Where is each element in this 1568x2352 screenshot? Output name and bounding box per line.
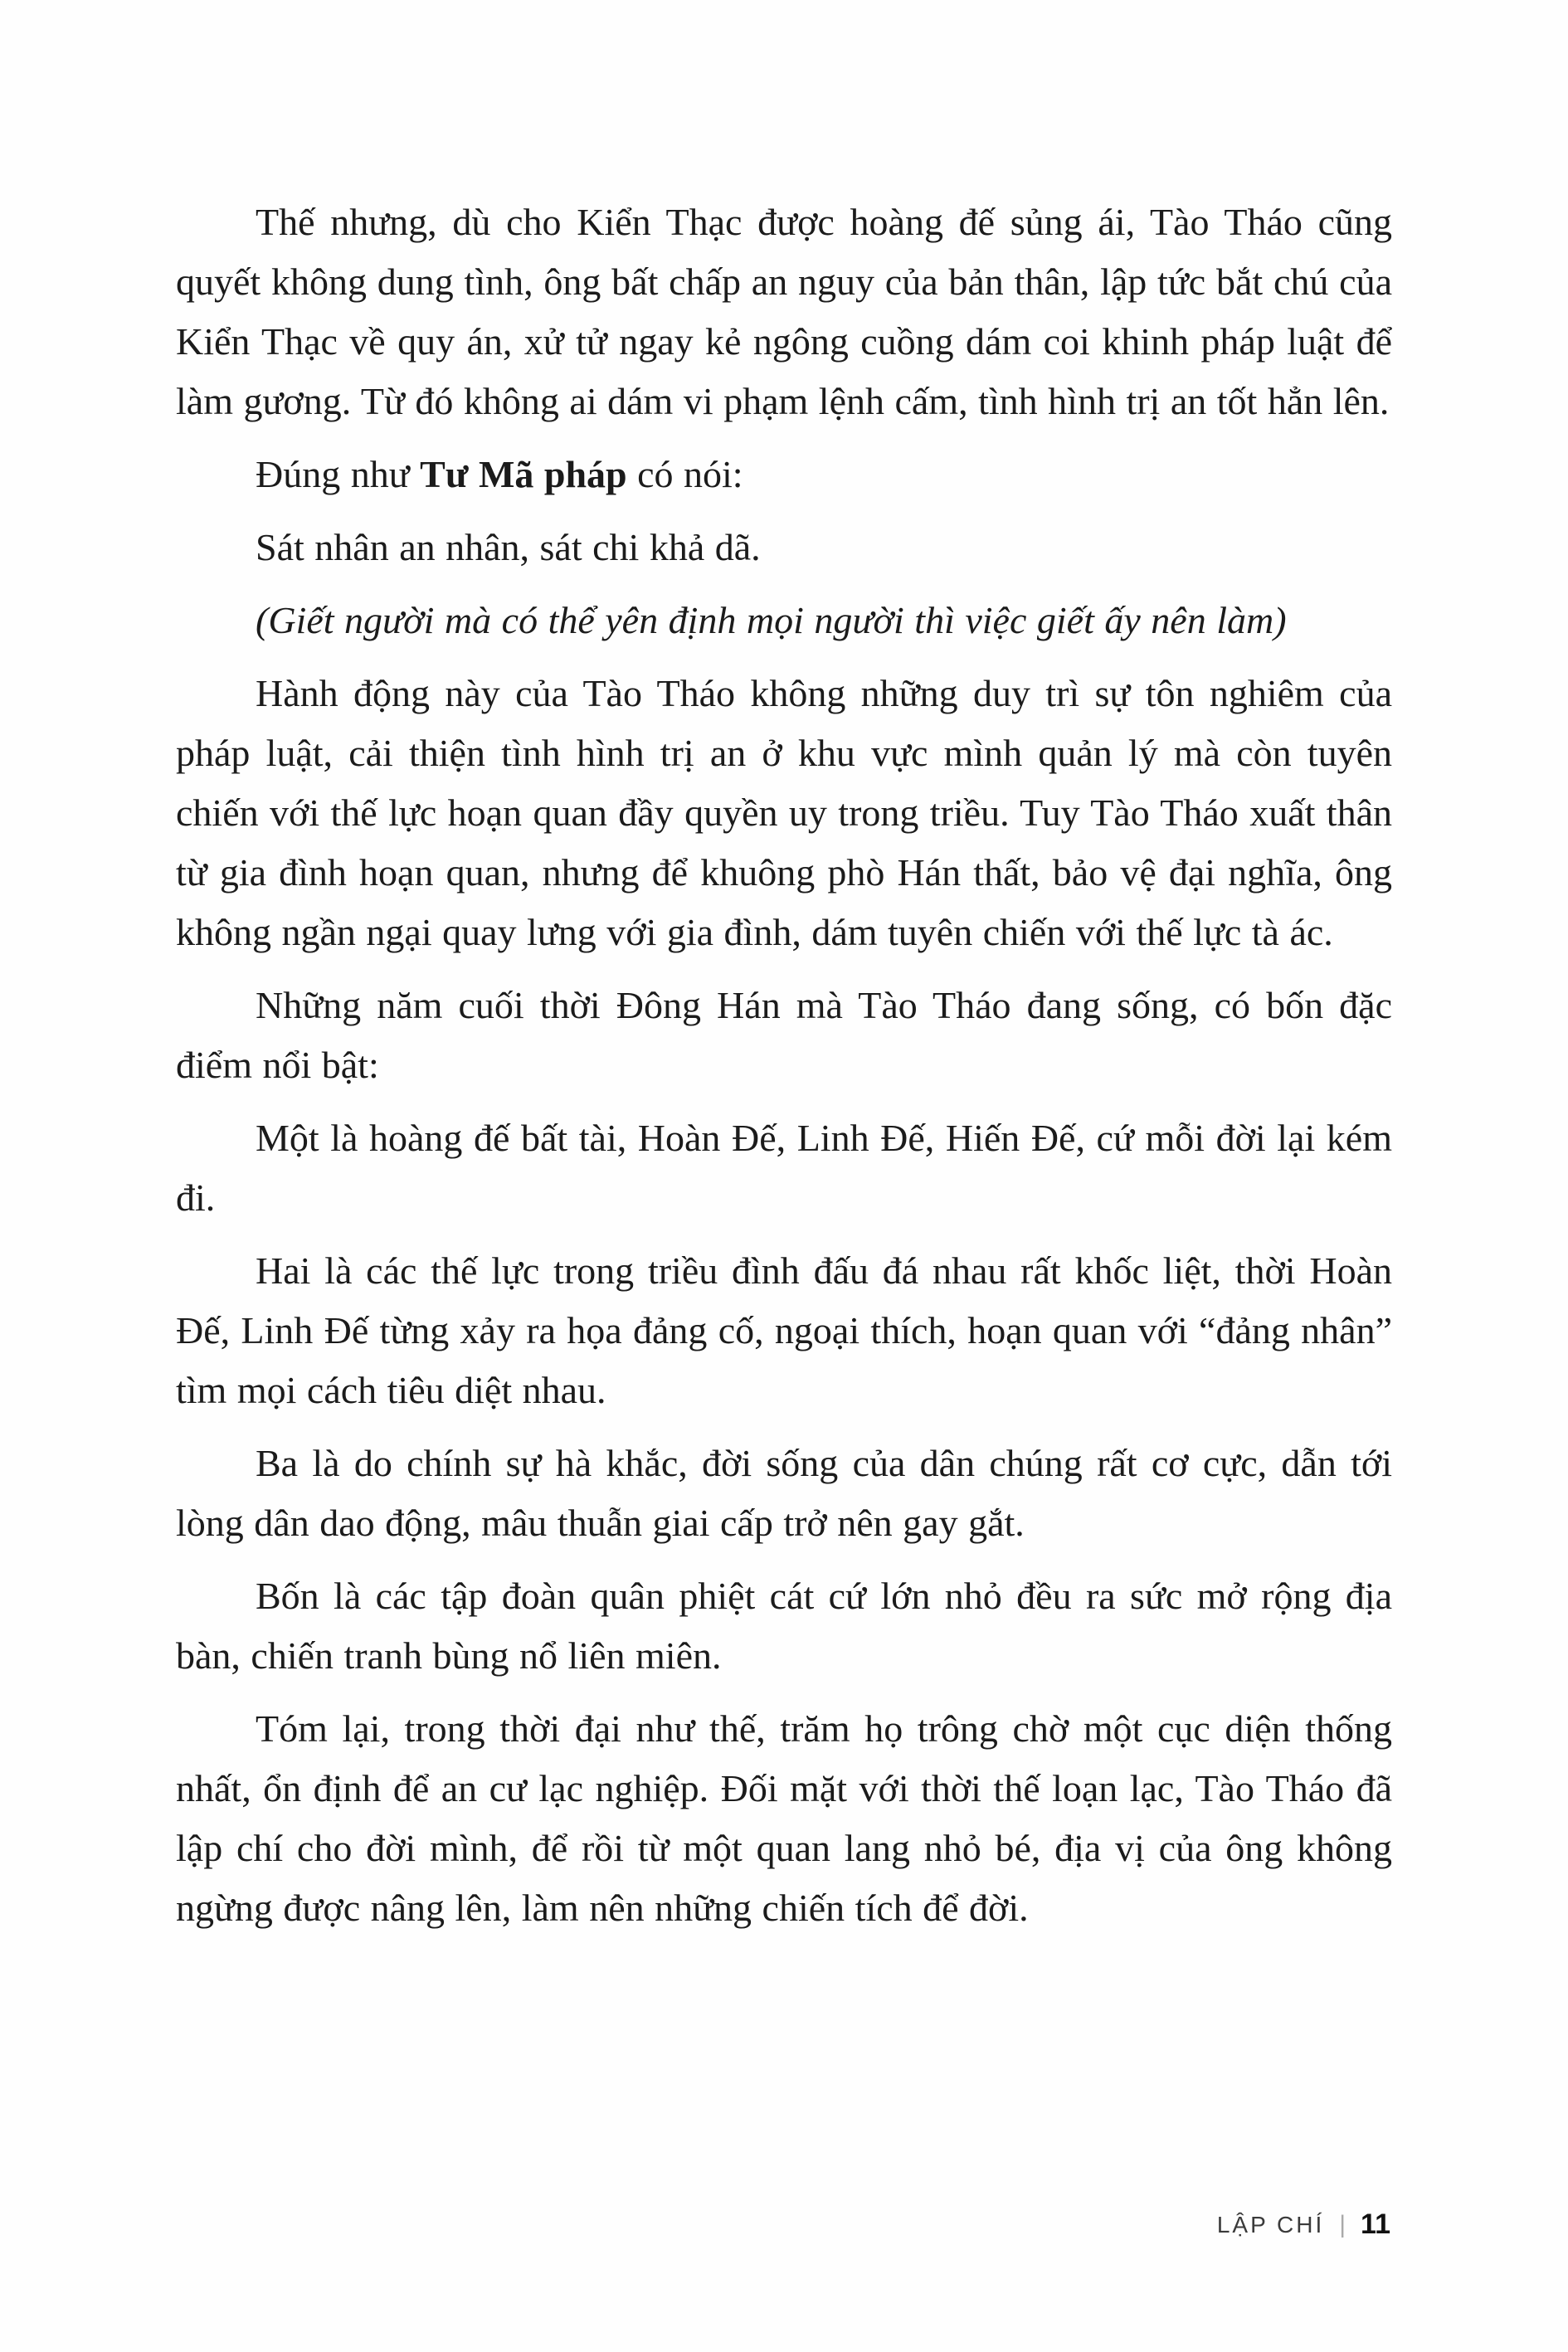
- book-title-bold: Tư Mã pháp: [420, 453, 627, 495]
- footer-page-number: 11: [1361, 2208, 1390, 2240]
- quote-lead-after: có nói:: [626, 453, 743, 495]
- paragraph-conclusion: Tóm lại, trong thời đại như thế, trăm họ trông chờ một cục diện thống nhất, ổn định để an cư lạc nghiệp. Đối mặt với thời thế loạn lạc, Tào Tháo đã lập chí cho đời mình, để rồi từ một quan lang nhỏ bé, địa vị của ông không ngừng được nâng lên, làm nên những chiến tích để đời.: [176, 1707, 1392, 1929]
- paragraph-point-one: Một là hoàng đế bất tài, Hoàn Đế, Linh Đế, Hiến Đế, cứ mỗi đời lại kém đi.: [176, 1117, 1392, 1219]
- paragraph-point-two: Hai là các thế lực trong triều đình đấu đá nhau rất khốc liệt, thời Hoàn Đế, Linh Đế từng xảy ra họa đảng cố, ngoại thích, hoạn quan với “đảng nhân” tìm mọi cách tiêu diệt nhau.: [176, 1249, 1392, 1411]
- paragraph-quote-translation: (Giết người mà có thể yên định mọi người thì việc giết ấy nên làm): [256, 599, 1287, 641]
- paragraph-body-1: Thế nhưng, dù cho Kiển Thạc được hoàng đế sủng ái, Tào Tháo cũng quyết không dung tình, ông bất chấp an nguy của bản thân, lập tức bắt chú của Kiển Thạc về quy án, xử tử ngay kẻ ngông cuồng dám coi khinh pháp luật để làm gương. Từ đó không ai dám vi phạm lệnh cấm, tình hình trị an tốt hẳn lên.: [176, 201, 1392, 422]
- footer-section-label: LẬP CHÍ: [1216, 2211, 1325, 2238]
- paragraph-quote: Sát nhân an nhân, sát chi khả dã.: [256, 526, 761, 568]
- paragraph-point-three: Ba là do chính sự hà khắc, đời sống của dân chúng rất cơ cực, dẫn tới lòng dân dao động, mâu thuẫn giai cấp trở nên gay gắt.: [176, 1442, 1392, 1544]
- paragraph-body-2: Hành động này của Tào Tháo không những duy trì sự tôn nghiêm của pháp luật, cải thiện tình hình trị an ở khu vực mình quản lý mà còn tuyên chiến với thế lực hoạn quan đầy quyền uy trong triều. Tuy Tào Tháo xuất thân từ gia đình hoạn quan, nhưng để khuông phò Hán thất, bảo vệ đại nghĩa, ông không ngần ngại quay lưng với gia đình, dám tuyên chiến với thế lực tà ác.: [176, 672, 1392, 953]
- footer-separator: |: [1339, 2210, 1346, 2238]
- quote-lead-before: Đúng như: [256, 453, 421, 495]
- page-footer: [1217, 2208, 1390, 2241]
- paragraph-point-four: Bốn là các tập đoàn quân phiệt cát cứ lớn nhỏ đều ra sức mở rộng địa bàn, chiến tranh bùng nổ liên miên.: [176, 1575, 1392, 1677]
- page-content: [176, 192, 1392, 1951]
- paragraph-lead-in-quote: [176, 445, 1392, 504]
- paragraph-body-3: Những năm cuối thời Đông Hán mà Tào Tháo đang sống, có bốn đặc điểm nổi bật:: [176, 984, 1392, 1086]
